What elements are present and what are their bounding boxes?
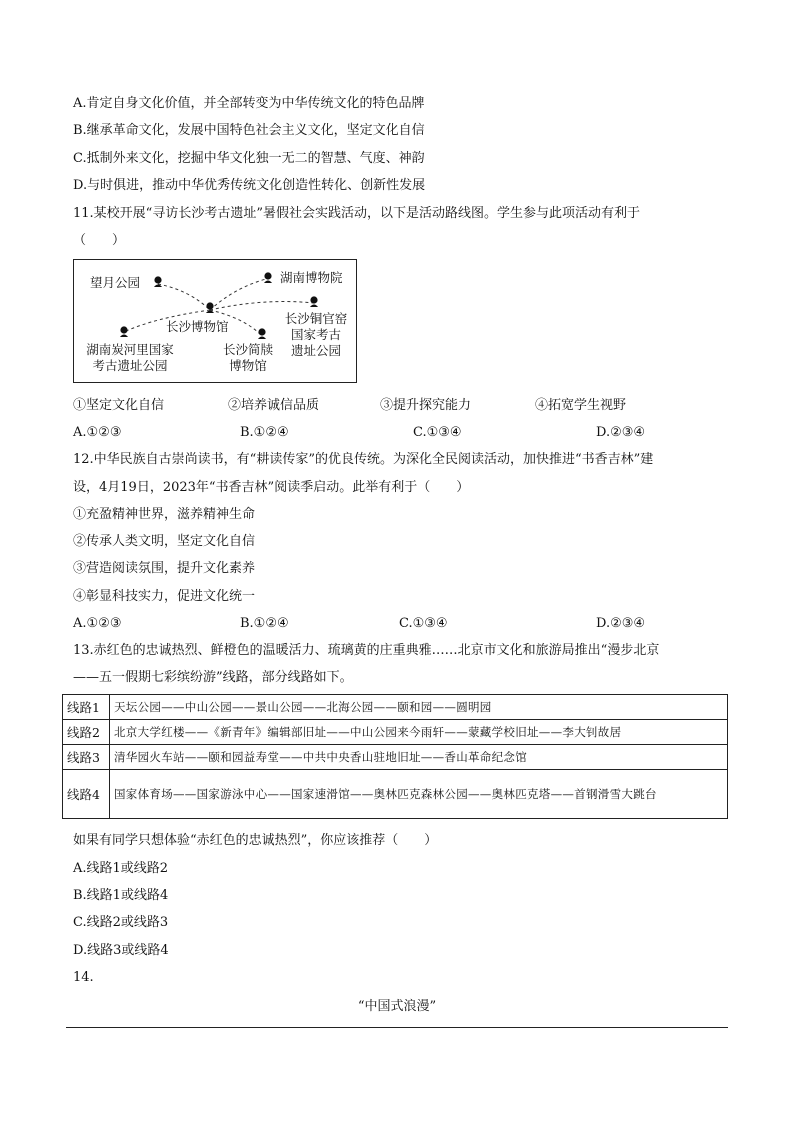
label-hunan-museum: 湖南博物院	[280, 270, 343, 285]
q14-title: “中国式浪漫”	[357, 999, 437, 1014]
q12-stem-line2: 设，4月19日，2023年“书香吉林”阅读季启动。此举有利于（ ）	[73, 480, 470, 495]
label-tongguan-line2: 国家考古	[290, 327, 341, 342]
q10-option-d: D.与时俱进，推动中华优秀传统文化创造性转化、创新性发展	[73, 178, 426, 193]
q11-choice-d: D.②③④	[596, 425, 646, 440]
table-row	[63, 770, 728, 819]
label-jiandu-line1: 长沙简牍	[222, 342, 273, 357]
label-tongguan-line3: 遗址公园	[290, 343, 341, 358]
q11-choice-b: B.①②④	[240, 425, 289, 440]
label-tongguan-line1: 长沙铜官窑	[284, 311, 348, 326]
q11-stem-blank: （ ）	[73, 233, 126, 248]
table-row	[63, 720, 728, 745]
q10-option-b: B.继承革命文化，发展中国特色社会主义文化，坚定文化自信	[73, 123, 425, 138]
route-name: 线路2	[63, 720, 110, 745]
route-path: 北京大学红楼——《新青年》编辑部旧址——中山公园来今雨轩——蒙藏学校旧址——李大钊故居	[110, 720, 728, 745]
label-center-museum: 长沙博物馆	[166, 319, 229, 334]
q13-question: 如果有同学只想体验“赤红色的忠诚热烈”，你应该推荐（ ）	[73, 833, 438, 848]
q11-statement-2: ②培养诚信品质	[228, 398, 320, 413]
label-wangyue: 望月公园	[90, 275, 141, 290]
q12-choice-c: C.①③④	[399, 616, 448, 631]
q13-choice-c: C.线路2或线路3	[73, 915, 169, 930]
label-tanheli-line1: 湖南炭河里国家	[86, 342, 174, 357]
table-row	[63, 745, 728, 770]
q10-option-a: A.肯定自身文化价值，并全部转变为中华传统文化的特色品牌	[73, 96, 425, 111]
q11-statement-3: ③提升探究能力	[380, 398, 472, 413]
route-path: 天坛公园——中山公园——景山公园——北海公园——颐和园——圆明园	[110, 695, 728, 720]
q12-stem-line1: 12.中华民族自古崇尚读书，有“耕读传家”的优良传统。为深化全民阅读活动，加快推进“书香吉林”建	[73, 452, 654, 467]
route-diagram	[73, 259, 357, 383]
q12-statement-2: ②传承人类文明，坚定文化自信	[73, 534, 256, 549]
pin-icon-tongguan	[310, 296, 318, 307]
table-row	[63, 695, 728, 720]
q12-choice-b: B.①②④	[240, 616, 289, 631]
pin-icon-wangyue	[154, 276, 162, 287]
label-jiandu	[220, 342, 276, 374]
q14-number: 14.	[73, 970, 94, 985]
route-name: 线路1	[63, 695, 110, 720]
q11-stem: 11.某校开展“寻访长沙考古遗址”暑假社会实践活动，以下是活动路线图。学生参与此项活动有利于	[73, 206, 640, 221]
route-name: 线路3	[63, 745, 110, 770]
label-tanheli	[78, 342, 182, 374]
label-jiandu-line2: 博物馆	[229, 358, 267, 373]
route-path: 国家体育场——国家游泳中心——国家速滑馆——奥林匹克森林公园——奥林匹克塔——首钢滑雪大跳台	[110, 770, 728, 819]
route-path: 清华园火车站——颐和园益寿堂——中共中央香山驻地旧址——香山革命纪念馆	[110, 745, 728, 770]
q11-statement-4: ④拓宽学生视野	[535, 398, 627, 413]
q12-choice-a: A.①②③	[73, 616, 122, 631]
q13-choice-b: B.线路1或线路4	[73, 888, 169, 903]
pin-icon-tanheli	[120, 326, 128, 337]
q11-statement-1: ①坚定文化自信	[73, 398, 165, 413]
q11-choice-a: A.①②③	[73, 425, 122, 440]
q10-option-c: C.抵制外来文化，挖掘中华文化独一无二的智慧、气度、神韵	[73, 151, 425, 166]
routes-table	[62, 694, 728, 819]
q13-stem-line2: ——五一假期七彩缤纷游”线路，部分线路如下。	[73, 670, 353, 685]
label-tongguan	[282, 311, 350, 359]
q11-choice-c: C.①③④	[413, 425, 462, 440]
q12-statement-4: ④彰显科技实力，促进文化统一	[73, 589, 256, 604]
q13-stem-line1: 13.赤红色的忠诚热烈、鲜橙色的温暖活力、琉璃黄的庄重典雅……北京市文化和旅游局推出“漫步北京	[73, 643, 660, 658]
pin-icon-jiandu	[258, 328, 266, 339]
q12-statement-3: ③营造阅读氛围，提升文化素养	[73, 561, 256, 576]
q13-choice-a: A.线路1或线路2	[73, 861, 169, 876]
pin-icon-hunan-museum	[264, 272, 272, 283]
divider	[66, 1027, 728, 1028]
q12-statement-1: ①充盈精神世界，滋养精神生命	[73, 507, 256, 522]
pin-icon-center	[206, 302, 214, 313]
q12-choice-d: D.②③④	[596, 616, 646, 631]
q13-choice-d: D.线路3或线路4	[73, 943, 169, 958]
label-tanheli-line2: 考古遗址公园	[92, 358, 168, 373]
route-name: 线路4	[63, 770, 110, 819]
